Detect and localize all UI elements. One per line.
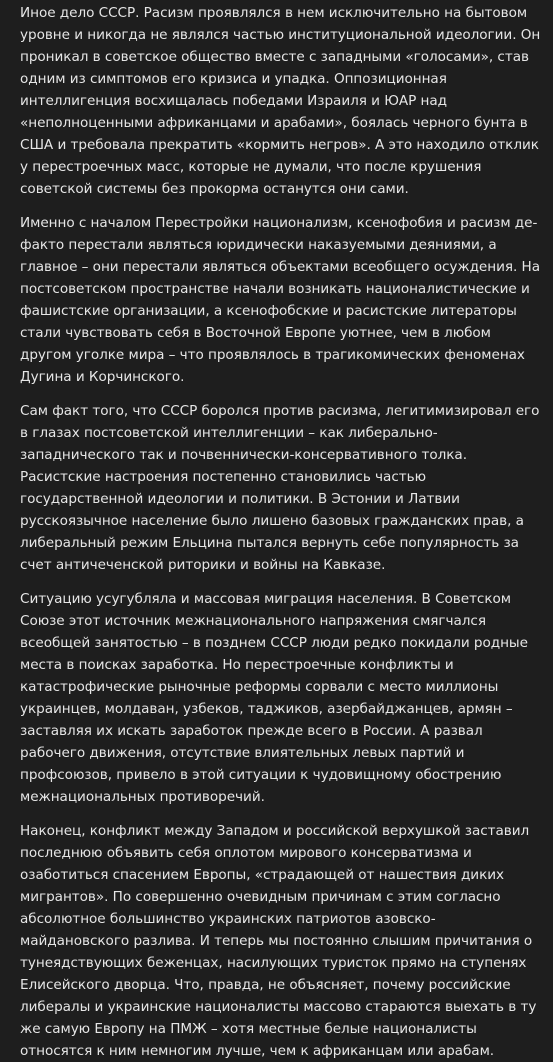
- article-paragraph: Именно с началом Перестройки национализм, ксенофобия и расизм де-факто перестали являться юридически наказуемыми деяниями, а главное – они перестали являться объектами всеобщего осуждения. На постсоветском пространстве начали возникать националистические и фашистские организации, а ксенофобские и расистские литераторы стали чувствовать себя в Восточной Европе уютнее, чем в любом другом уголке мира – что проявлялось в трагикомических феноменах Дугина и Корчинского.: [20, 215, 540, 385]
- article-paragraph: Наконец, конфликт между Западом и российской верхушкой заставил последнюю объявить себя оплотом мирового консерватизма и озаботиться спасением Европы, «страдающей от нашествия диких мигрантов». По совершенно очевидным причинам с этим согласно абсолютное большинство украинских патриотов азовско-майдановского разлива. И теперь мы постоянно слышим причитания о тунеядствующих беженцах, насилующих туристок прямо на ступенях Елисейского дворца. Что, правда, не объясняет, почему российские либералы и украинские националисты массово стараются выехать в ту же самую Европу на ПМЖ – хотя местные белые националисты относятся к ним немногим лучше, чем к африканцам или арабам.: [20, 823, 537, 1059]
- article-paragraph: Ситуацию усугубляла и массовая миграция населения. В Советском Союзе этот источник межнационального напряжения смягчался всеобщей занятостью – в позднем СССР люди редко покидали родные места в поисках заработка. Но перестроечные конфликты и катастрофические рыночные реформы сорвали с место миллионы украинцев, молдаван, узбеков, таджиков, азербайджанцев, армян – заставляя их искать заработок прежде всего в России. А развал рабочего движения, отсутствие влиятельных левых партий и профсоюзов, привело в этой ситуации к чудовищному обострению межнациональных противоречий.: [20, 591, 528, 805]
- article-paragraph: Иное дело СССР. Расизм проявлялся в нем исключительно на бытовом уровне и никогда не являлся частью институциональной идеологии. Он проникал в советское общество вместе с западными «голосами», став одним из симптомов его кризиса и упадка. Оппозиционная интеллигенция восхищалась победами Израиля и ЮАР над «неполноценными африканцами и арабами», боялась черного бунта в США и требовала прекратить «кормить негров». А это находило отклик у перестроечных масс, которые не думали, что после крушения советской системы без прокорма останутся они сами.: [20, 5, 541, 197]
- article-paragraph: Сам факт того, что СССР боролся против расизма, легитимизировал его в глазах постсоветской интеллигенции – как либерально-западнического так и почвеннически-консервативного толка. Расистские настроения постепенно становились частью государственной идеологии и политики. В Эстонии и Латвии русскоязычное население было лишено базовых гражданских прав, а либеральный режим Ельцина пытался вернуть себе популярность за счет античеченской риторики и войны на Кавказе.: [20, 403, 540, 573]
